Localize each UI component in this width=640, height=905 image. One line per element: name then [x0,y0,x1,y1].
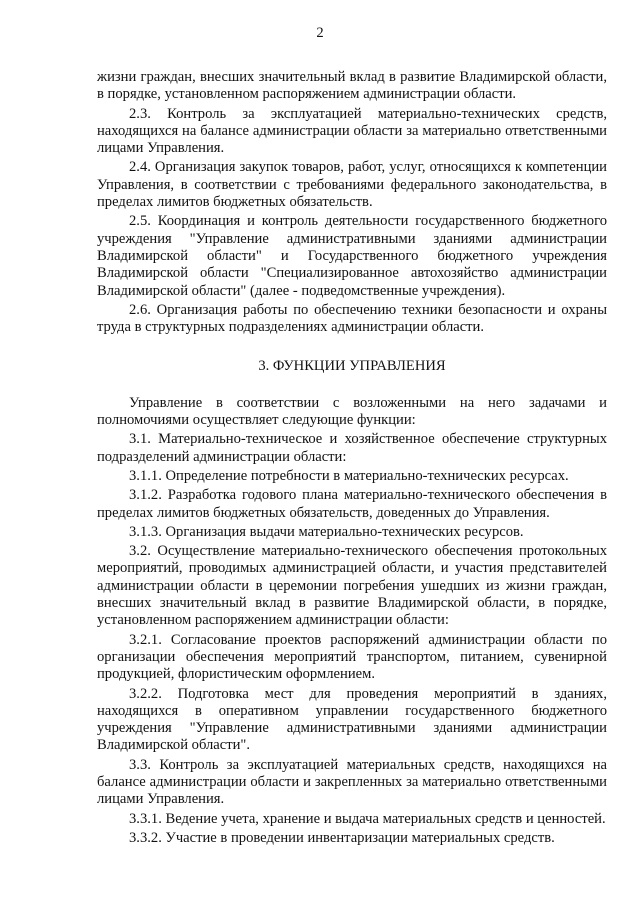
paragraph-continuation: жизни граждан, внесших значительный вклад в развитие Владимирской области, в порядке, установленном распоряжением администрации области. [97,69,607,103]
paragraph-3-2-1: 3.2.1. Согласование проектов распоряжений администрации области по организации обеспечения мероприятий транспортом, питанием, сувенирной продукцией, флористическим оформлением. [97,631,607,683]
paragraph-3-1: 3.1. Материально-техническое и хозяйственное обеспечение структурных подразделений администрации области: [97,431,607,465]
paragraph-2-6: 2.6. Организация работы по обеспечению техники безопасности и охраны труда в структурных подразделениях администрации области. [97,301,607,336]
paragraph-3-2-2: 3.2.2. Подготовка мест для проведения мероприятий в зданиях, находящихся в оперативном управлении государственного бюджетного учреждения "Управление административными зданиями администрации Владимирской области". [97,685,607,754]
paragraph-3-1-2: 3.1.2. Разработка годового плана материально-технического обеспечения в пределах лимитов бюджетных обязательств, доведенных до Управления. [97,487,607,521]
paragraph-3-1-1: 3.1.1. Определение потребности в материально-технических ресурсах. [129,467,569,484]
paragraph-intro: Управление в соответствии с возложенными на него задачами и полномочиями осуществляет следующие функции: [97,394,607,429]
paragraph-2-3: 2.3. Контроль за эксплуатацией материально-технических средств, находящихся на балансе администрации области за материально ответственными лицами Управления. [97,105,607,157]
section-heading: 3. ФУНКЦИИ УПРАВЛЕНИЯ [258,358,446,375]
document-body [97,69,607,847]
paragraph-2-5: 2.5. Координация и контроль деятельности государственного бюджетного учреждения "Управление административными зданиями администрации Владимирской области" и Государственного бюджетного учреждения Владимирской области "Специализированное автохозяйство администрации Владимирской области" (далее - подведомственные учреждения). [97,213,607,299]
paragraph-3-3-2: 3.3.2. Участие в проведении инвентаризации материальных средств. [129,829,555,846]
paragraph-3-3-1: 3.3.1. Ведение учета, хранение и выдача материальных средств и ценностей. [129,810,606,827]
paragraph-2-4: 2.4. Организация закупок товаров, работ, услуг, относящихся к компетенции Управления, в соответствии с требованиями федерального законодательства, в пределах лимитов бюджетных обязательств. [97,159,607,211]
paragraph-3-3: 3.3. Контроль за эксплуатацией материальных средств, находящихся на балансе администрации области и закрепленных за материально ответственными лицами Управления. [97,756,607,808]
paragraph-3-1-3: 3.1.3. Организация выдачи материально-технических ресурсов. [129,523,524,540]
page-number: 2 [316,25,324,41]
paragraph-3-2: 3.2. Осуществление материально-технического обеспечения протокольных мероприятий, проводимых администрацией области, и участия представителей администрации области в церемонии погребения ушедших из жизни граждан, внесших значительный вклад в развитие Владимирской области, в порядке, установленном распоряжением администрации области: [97,543,607,629]
